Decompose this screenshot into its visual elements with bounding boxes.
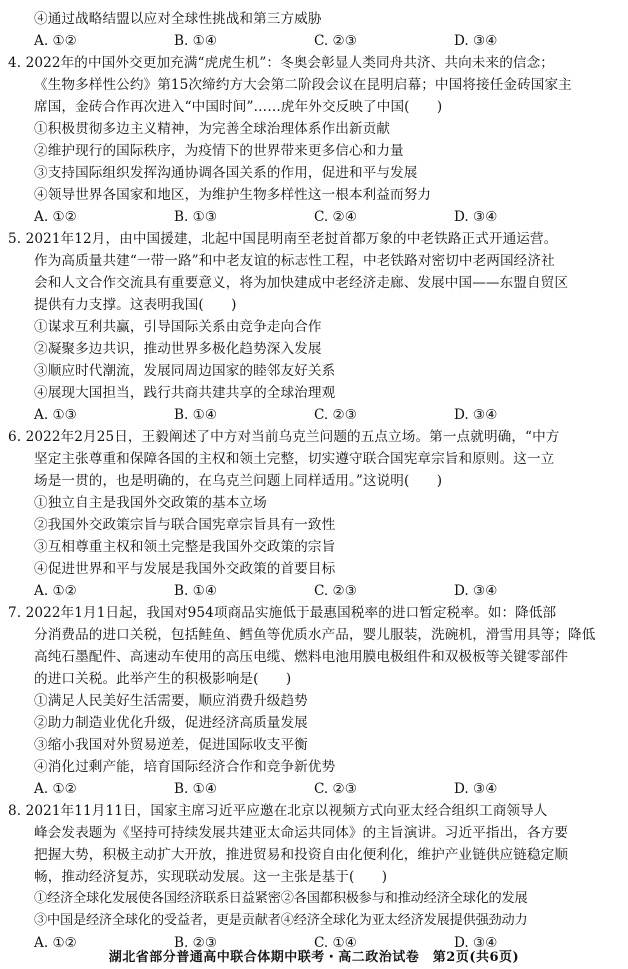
q7-option-d: D. ③④ (454, 781, 498, 797)
q7-option-a: A. ①② (34, 781, 77, 797)
q6-option-c: C. ②③ (314, 583, 357, 599)
page-footer: 湖北省部分普通高中联合体期中联考・高二政治试卷 第2页(共6页) (108, 950, 520, 965)
q7-stem-line-1: 7. 2022年1月1日起，我国对954项商品实施低于最惠国税率的进口暂定税率。如：降低部 (8, 605, 557, 621)
q6-stem-line-3: 场是一贯的，也是明确的，在乌克兰问题上同样适用。”这说明( ) (34, 473, 443, 489)
q5-option-b: B. ①④ (174, 407, 218, 423)
q7-option-b: B. ①④ (174, 781, 218, 797)
q4-statement-2: ②维护现行的国际秩序，为疫情下的世界带来更多信心和力量 (34, 143, 404, 159)
q8-stem-line-1: 8. 2021年11月11日，国家主席习近平应邀在北京以视频方式向亚太经合组织工商领导人 (8, 803, 548, 819)
q5-stem-line-3: 会和人文合作交流具有重要意义，将为加快建成中老经济走廊、发展中国——东盟自贸区 (34, 275, 569, 291)
q5-option-a: A. ①③ (34, 407, 77, 423)
q6-statement-3: ③互相尊重主权和领土完整是我国外交政策的宗旨 (34, 539, 336, 555)
q7-stem-line-4: 的进口关税。此举产生的积极影响是( ) (34, 671, 292, 687)
q8-option-c: C. ①④ (314, 935, 357, 951)
prev-option-c: C. ②③ (314, 33, 357, 49)
q7-option-c: C. ②③ (314, 781, 357, 797)
q5-stem-line-2: 作为高质量共建“一带一路”和中老友谊的标志性工程，中老铁路对密切中老两国经济社 (34, 253, 555, 269)
q8-statements-row-1: ①经济全球化发展使各国经济联系日益紧密②各国都积极参与和推动经济全球化的发展 (34, 891, 528, 906)
q8-option-b: B. ②③ (174, 935, 218, 951)
q6-statement-4: ④促进世界和平与发展是我国外交政策的首要目标 (34, 561, 336, 577)
q7-stem-line-3: 高纯石墨配件、高速动车使用的高压电缆、燃料电池用膜电极组件和双极板等关键零部件 (34, 649, 569, 665)
q7-statement-2: ②助力制造业优化升级，促进经济高质量发展 (34, 715, 308, 731)
q5-statement-1: ①谋求互利共赢，引导国际关系由竞争走向合作 (34, 319, 322, 335)
prev-statement-4: ④通过战略结盟以应对全球性挑战和第三方威胁 (34, 11, 322, 27)
q8-stem-line-4: 畅，推动经济复苏，实现联动发展。这一主张是基于( ) (34, 869, 388, 885)
q5-statement-4: ④展现大国担当，践行共商共建共享的全球治理观 (34, 385, 336, 401)
q8-statements-row-2: ③中国是经济全球化的受益者，更是贡献者④经济全球化为亚太经济发展提供强劲动力 (34, 913, 528, 928)
q6-stem-line-2: 坚定主张尊重和保障各国的主权和领土完整，切实遵守联合国宪章宗旨和原则。这一立 (34, 451, 555, 467)
q4-option-a: A. ①② (34, 209, 77, 225)
q5-stem-line-4: 提供有力支撑。这表明我国( ) (34, 297, 237, 313)
q8-stem-line-3: 把握大势，积极主动扩大开放，推进贸易和投资自由化便利化，维护产业链供应链稳定顺 (34, 847, 569, 863)
q4-stem-line-3: 席国，金砖合作再次进入“中国时间”……虎年外交反映了中国( ) (34, 99, 443, 115)
q6-option-d: D. ③④ (454, 583, 498, 599)
q5-stem-line-1: 5. 2021年12月，由中国援建，北起中国昆明南至老挝首都万象的中老铁路正式开通运营。 (8, 231, 558, 247)
q6-option-b: B. ①④ (174, 583, 218, 599)
q5-option-c: C. ②③ (314, 407, 357, 423)
q4-stem-line-1: 4. 2022年的中国外交更加充满“虎虎生机”：冬奥会彰显人类同舟共济、共向未来的信念； (8, 55, 554, 71)
q5-statement-3: ③顺应时代潮流，发展同周边国家的睦邻友好关系 (34, 363, 336, 379)
q6-option-a: A. ①② (34, 583, 77, 599)
prev-option-a: A. ①② (34, 33, 77, 49)
q7-stem-line-2: 分消费品的进口关税，包括鲑鱼、鳕鱼等优质水产品，婴儿服装，洗碗机，滑雪用具等；降低 (34, 627, 596, 643)
q8-option-a: A. ①② (34, 935, 77, 951)
q5-option-d: D. ③④ (454, 407, 498, 423)
q8-stem-line-2: 峰会发表题为《坚持可持续发展共建亚太命运共同体》的主旨演讲。习近平指出，各方要 (34, 825, 569, 841)
q7-statement-4: ④消化过剩产能，培育国际经济合作和竞争新优势 (34, 759, 336, 775)
q8-option-d: D. ③④ (454, 935, 498, 951)
q4-option-d: D. ③④ (454, 209, 498, 225)
q7-statement-1: ①满足人民美好生活需要，顺应消费升级趋势 (34, 693, 308, 709)
prev-option-b: B. ①④ (174, 33, 218, 49)
q4-option-c: C. ②④ (314, 209, 357, 225)
q4-statement-1: ①积极贯彻多边主义精神，为完善全球治理体系作出新贡献 (34, 121, 391, 137)
q7-statement-3: ③缩小我国对外贸易逆差，促进国际收支平衡 (34, 737, 308, 753)
q6-statement-2: ②我国外交政策宗旨与联合国宪章宗旨具有一致性 (34, 517, 336, 533)
q5-statement-2: ②凝聚多边共识，推动世界多极化趋势深入发展 (34, 341, 322, 357)
q6-statement-1: ①独立自主是我国外交政策的基本立场 (34, 495, 267, 511)
q4-statement-4: ④领导世界各国家和地区，为维护生物多样性这一根本利益而努力 (34, 187, 432, 203)
q4-stem-line-2: 《生物多样性公约》第15次缔约方大会第二阶段会议在昆明启幕；中国将接任金砖国家主 (34, 77, 572, 93)
q4-option-b: B. ①③ (174, 209, 218, 225)
q6-stem-line-1: 6. 2022年2月25日，王毅阐述了中方对当前乌克兰问题的五点立场。第一点就明确，“中方 (8, 429, 560, 445)
q4-statement-3: ③支持国际组织发挥沟通协调各国关系的作用，促进和平与发展 (34, 165, 418, 181)
prev-option-d: D. ③④ (454, 33, 498, 49)
